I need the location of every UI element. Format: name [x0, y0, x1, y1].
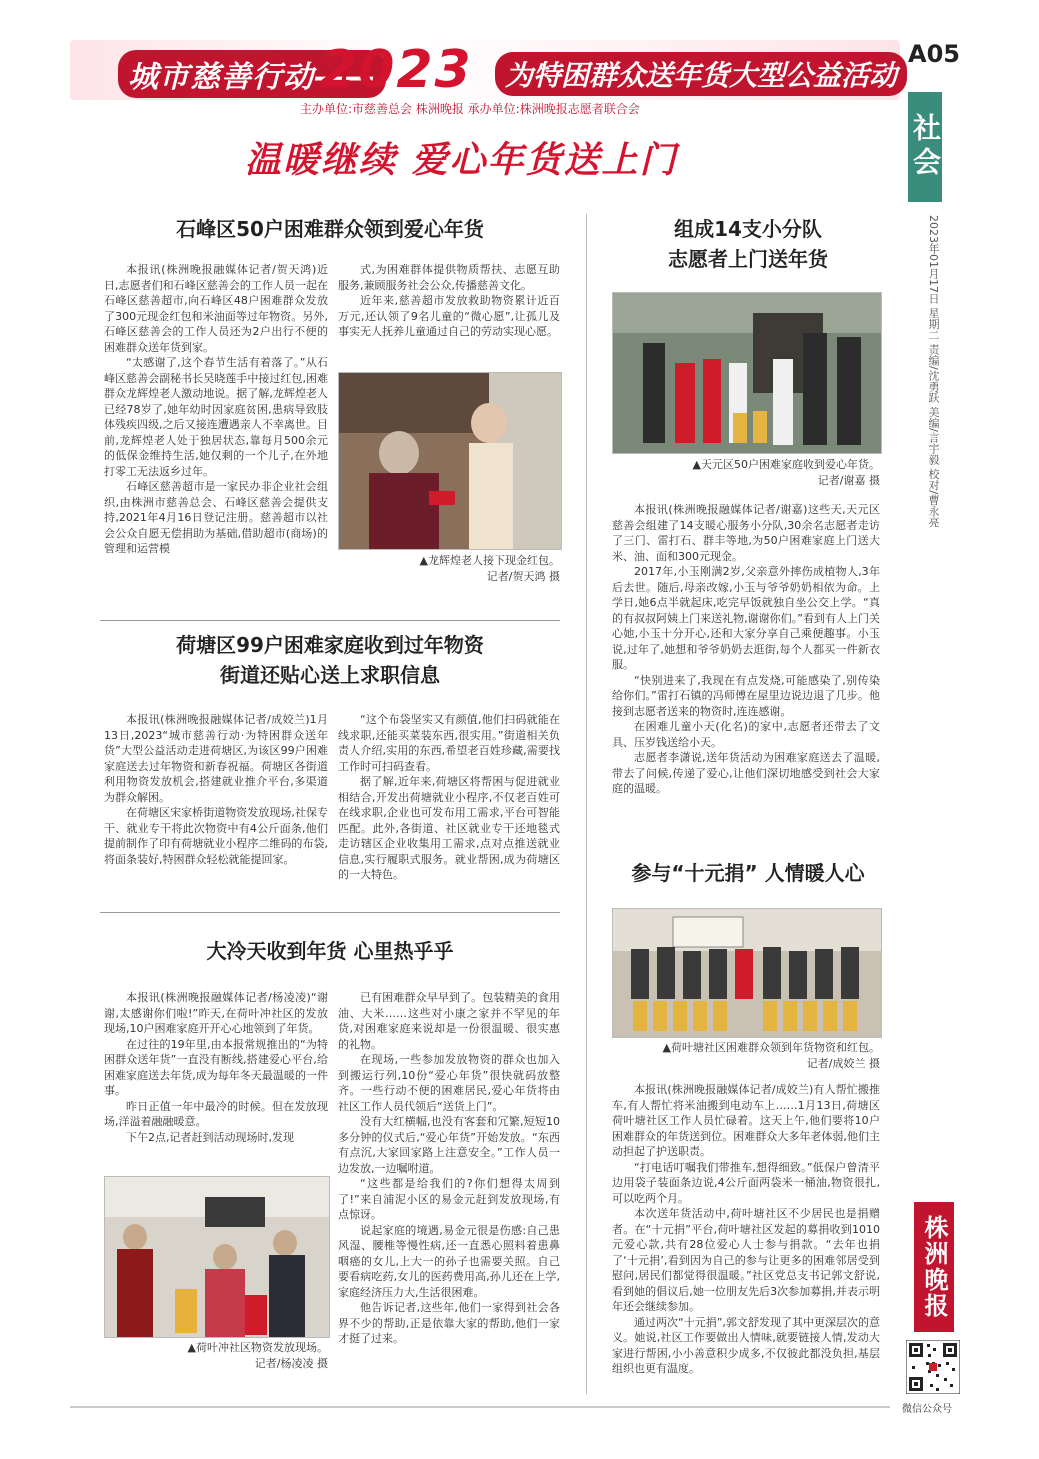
article-5-photo — [612, 908, 882, 1038]
paragraph: 据了解,近年来,荷塘区将帮困与促进就业相结合,开发出荷塘就业小程序,不仅老百姓可在线求职,企业也可发布用工需求,平台可智能匹配。此外,各街道、社区就业专干还地毯式走访辖区企业收集用工需求,点对点推送就业信息,实行履职式服务。就业帮困,成为荷塘区的一大特色。 — [338, 775, 560, 881]
main-title: 温暖继续 爱心年货送上门 — [245, 140, 678, 181]
qr-code-icon[interactable] — [906, 1340, 960, 1394]
paragraph: 式,为困难群体提供物质帮扶、志愿互助服务,兼顾服务社会公众,传播慈善文化。 — [338, 263, 560, 292]
article-5-headline: 参与“十元捐” 人情暖人心 — [631, 861, 865, 885]
bottom-rule — [70, 1406, 890, 1408]
page-number: A05 — [908, 40, 960, 68]
paragraph: “太感谢了,这个春节生活有着落了。”从石峰区慈善会副秘书长吴晓莲手中接过红包,困难群众龙辉煌老人激动地说。据了解,龙辉煌老人已经78岁了,她年幼时因家庭贫困,患病导致肢体残疾四级,之后又接连遭遇亲人不幸离世。目前,龙辉煌老人处于独居状态,靠每月500余元的低保金维持生活,她仅剩的一个儿子,在外地打零工无法返乡过年。 — [104, 356, 328, 478]
paragraph: 在现场,一些参加发放物资的群众也加入到搬运行列,10份“爱心年货”很快就码放整齐。一些行动不便的困难居民,爱心年货将由社区工作人员代领后“送货上门”。 — [338, 1053, 560, 1113]
paragraph: 在过往的19年里,由本报常规推出的“为特困群众送年货”一直没有断线,搭建爱心平台,给困难家庭送去年货,成为每年冬天最温暖的一件事。 — [104, 1037, 328, 1097]
article-1-col1 — [104, 262, 328, 557]
paragraph: “这个布袋坚实又有颜值,他们扫码就能在线求职,还能买菜装东西,很实用。”街道相关负责人介绍,实用的东西,希望老百姓珍藏,需要找工作时可扫码查看。 — [338, 713, 560, 773]
section-tab: 社会 — [908, 92, 942, 202]
article-3-col1 — [104, 712, 328, 867]
paragraph: 他告诉记者,这些年,他们一家得到社会各界不少的帮助,正是依靠大家的帮助,他们一家才挺了过来。 — [338, 1301, 560, 1345]
caption-text: ▲龙辉煌老人接下现金红包。 — [419, 554, 560, 567]
paragraph: “快别进来了,我现在有点发烧,可能感染了,别传染给你们。”雷打石镇的冯师傅在屋里边说边退了几步。他接到志愿者送来的物资时,连连感谢。 — [612, 673, 880, 718]
caption-text: ▲荷叶塘社区困难群众领到年货物资和红包。 — [662, 1041, 880, 1054]
photo-credit: 记者/成姣兰 摄 — [806, 1057, 880, 1070]
article-4-photo — [104, 1176, 330, 1338]
paragraph: 石峰区慈善超市是一家民办非企业社会组织,由株洲市慈善总会、石峰区慈善会提供支持,2021年4月16日登记注册。慈善超市以社会公众自愿无偿捐助为基础,借助超市(商场)的管理和运营模 — [104, 480, 328, 555]
article-2-headline-line2: 志愿者上门送年货 — [668, 247, 828, 271]
paragraph: 2017年,小玉刚满2岁,父亲意外摔伤成植物人,3年后去世。随后,母亲改嫁,小玉与爷爷奶奶相依为命。上学日,她6点半就起床,吃完早饭就独自坐公交上学。“真的有叔叔阿姨上门来送礼物,谢谢你们。”看到有人上门关心她,小玉十分开心,还和大家分享自己乘便趣事。小玉说,过年了,她想和爷爷奶奶去逛街,每个人都买一件新衣服。 — [612, 565, 880, 671]
banner-left-title: 城市慈善行动—— — [118, 50, 386, 98]
photo-elderly-woman-red-envelope — [339, 373, 561, 549]
divider — [100, 620, 560, 621]
column-divider — [586, 214, 587, 1394]
qr-caption: 微信公众号 — [902, 1404, 952, 1415]
paragraph: 没有大红横幅,也没有客套和冗繁,短短10多分钟的仪式后,“爱心年货”开始发放。“东西有点沉,大家回家路上注意安全。”工作人员一边发放,一边嘱咐道。 — [338, 1115, 560, 1175]
paragraph: 本报讯(株洲晚报融媒体记者/贺天鸿)近日,志愿者们和石峰区慈善会的工作人员一起在石峰区慈善超市,向石峰区48户困难群众发放了300元现金红包和米油面等过年物资。另外,石峰区慈善会的工作人员还为2户出行不便的困难群众送年货到家。 — [104, 263, 328, 354]
photo-credit: 记者/贺天鸿 摄 — [486, 570, 560, 583]
paragraph: 本报讯(株洲晚报融媒体记者/成姣兰)有人帮忙搬推车,有人帮忙将米油搬到电动车上……1月13日,荷塘区荷叶塘社区工作人员忙碌着。这天上午,他们要将10户困难群众的年货送到位。困难群众大多年老体弱,他们主动担起了护送职责。 — [612, 1083, 880, 1158]
article-5-body — [612, 1082, 880, 1377]
qr-code-graphic — [906, 1340, 960, 1394]
sponsors-line: 主办单位:市慈善总会 株洲晚报 承办单位:株洲晚报志愿者联合会 — [300, 102, 640, 116]
paragraph: “这些都是给我们的?你们想得太周到了!”来自浦泥小区的易金元赶到发放现场,有点惊讶。 — [338, 1177, 560, 1221]
paragraph: 下午2点,记者赶到活动现场时,发现 — [126, 1130, 294, 1144]
photo-volunteers-group — [613, 293, 881, 453]
article-4-col2 — [338, 990, 560, 1347]
paragraph: 在困难儿童小天(化名)的家中,志愿者还带去了文具、压岁钱送给小天。 — [612, 720, 880, 749]
article-1-headline: 石峰区50户困难群众领到爱心年货 — [176, 217, 484, 241]
article-4-headline: 大冷天收到年货 心里热乎乎 — [206, 939, 454, 963]
newspaper-logo: 株洲晚报 — [914, 1202, 954, 1332]
article-2-photo — [612, 292, 882, 454]
paragraph: 昨日正值一年中最冷的时候。但在发放现场,洋溢着融融暖意。 — [104, 1099, 328, 1128]
photo-distribution-scene — [105, 1177, 329, 1337]
paragraph: 本次送年货活动中,荷叶塘社区不少居民也是捐赠者。在“十元捐”平台,荷叶塘社区发起的募捐收到1010元爱心款,共有28位爱心人士参与捐款。“去年也捐了‘十元捐’,看到因为自己的参与让更多的困难邻居受到慰问,居民们都觉得很温暖。”社区党总支书记郭文舒说,看到她的倡议后,她一位朋友先后3次参加募捐,并表示明年还会继续参加。 — [612, 1207, 880, 1313]
paragraph: 本报讯(株洲晚报融媒体记者/成姣兰)1月13日,2023“城市慈善行动·为特困群众送年货”大型公益活动走进荷塘区,为该区99户困难家庭送去过年物资和新春祝福。荷塘区各街道利用物资发放机会,搭建就业推介平台,多渠道为群众解困。 — [104, 713, 328, 804]
article-2-body — [612, 502, 880, 797]
paragraph: 通过两次“十元捐”,郭文舒发现了其中更深层次的意义。她说,社区工作要做出人情味,就要链接人情,发动大家进行帮困,小小善意积少成多,不仅彼此都没负担,基层组织也更有温度。 — [612, 1315, 880, 1375]
article-3-headline-line2: 街道还贴心送上求职信息 — [220, 663, 440, 687]
article-1-caption — [338, 553, 560, 585]
banner-year: 2023 — [320, 40, 473, 100]
article-1-photo — [338, 372, 562, 550]
article-3-headline-line1: 荷塘区99户困难家庭收到过年物资 — [176, 633, 484, 657]
article-3-col2 — [338, 712, 560, 883]
article-1-col2 — [338, 262, 560, 340]
paragraph: 本报讯(株洲晚报融媒体记者/谢嘉)这些天,天元区慈善会组建了14支暖心服务小分队,30余名志愿者走访了三门、雷打石、群丰等地,为50户困难家庭上门送大米、油、面和300元现金。 — [612, 503, 880, 563]
paragraph: 志愿者李潇说,送年货活动为困难家庭送去了温暖,带去了问候,传递了爱心,让他们深切地感受到社会大家庭的温暖。 — [612, 751, 880, 795]
photo-residents-goods — [613, 909, 881, 1037]
photo-credit: 记者/谢嘉 摄 — [817, 474, 880, 487]
paragraph: 说起家庭的境遇,易金元很是伤感:自己患风湿、腰椎等慢性病,还一直悉心照料着患鼻咽癌的女儿,上大一的孙子也需要关照。自己要看病吃药,女儿的医药费用高,孙儿还在上学,家庭经济压力大,生活很困难。 — [338, 1223, 560, 1299]
caption-text: ▲荷叶冲社区物资发放现场。 — [187, 1341, 328, 1354]
date-line: 2023年01月17日 星期二 责编/沈勇跃 美编/言宇毅 校对/曹永亮 — [927, 215, 940, 528]
paragraph: 已有困难群众早早到了。包装精美的食用油、大米……这些对小康之家并不罕见的年货,对困难家庭来说却是一份很温暖、很实惠的礼物。 — [338, 991, 560, 1051]
article-2-headline-line1: 组成14支小分队 — [674, 217, 822, 241]
divider — [100, 912, 560, 913]
paragraph: 近年来,慈善超市发放救助物资累计近百万元,还认领了9名儿童的“微心愿”,让孤儿及事实无人抚养儿童通过自己的劳动实现心愿。 — [338, 294, 560, 338]
banner-right-title: 为特困群众送年货大型公益活动 — [495, 52, 907, 96]
article-4-caption — [104, 1340, 328, 1372]
paragraph: 在荷塘区宋家桥街道物资发放现场,社保专干、就业专干将此次物资中有4公斤面条,他们提前制作了印有荷塘就业小程序二维码的布袋,将面条装好,特困群众轻松就能提回家。 — [104, 806, 328, 866]
photo-credit: 记者/杨凌凌 摄 — [254, 1357, 328, 1370]
caption-text: ▲天元区50户困难家庭收到爱心年货。 — [692, 458, 880, 471]
article-5-caption — [612, 1040, 880, 1072]
article-4-col1 — [104, 990, 328, 1145]
article-2-caption — [612, 457, 880, 489]
paragraph: “打电话叮嘱我们带推车,想得细致。”低保户曾清平边用袋子装面条边说,4公斤面两袋米一桶油,物资很扎,可以吃两个月。 — [612, 1160, 880, 1205]
paragraph: 本报讯(株洲晚报融媒体记者/杨凌凌)“谢谢,太感谢你们啦!”昨天,在荷叶冲社区的发放现场,10户困难家庭开开心心地领到了年货。 — [104, 991, 328, 1035]
